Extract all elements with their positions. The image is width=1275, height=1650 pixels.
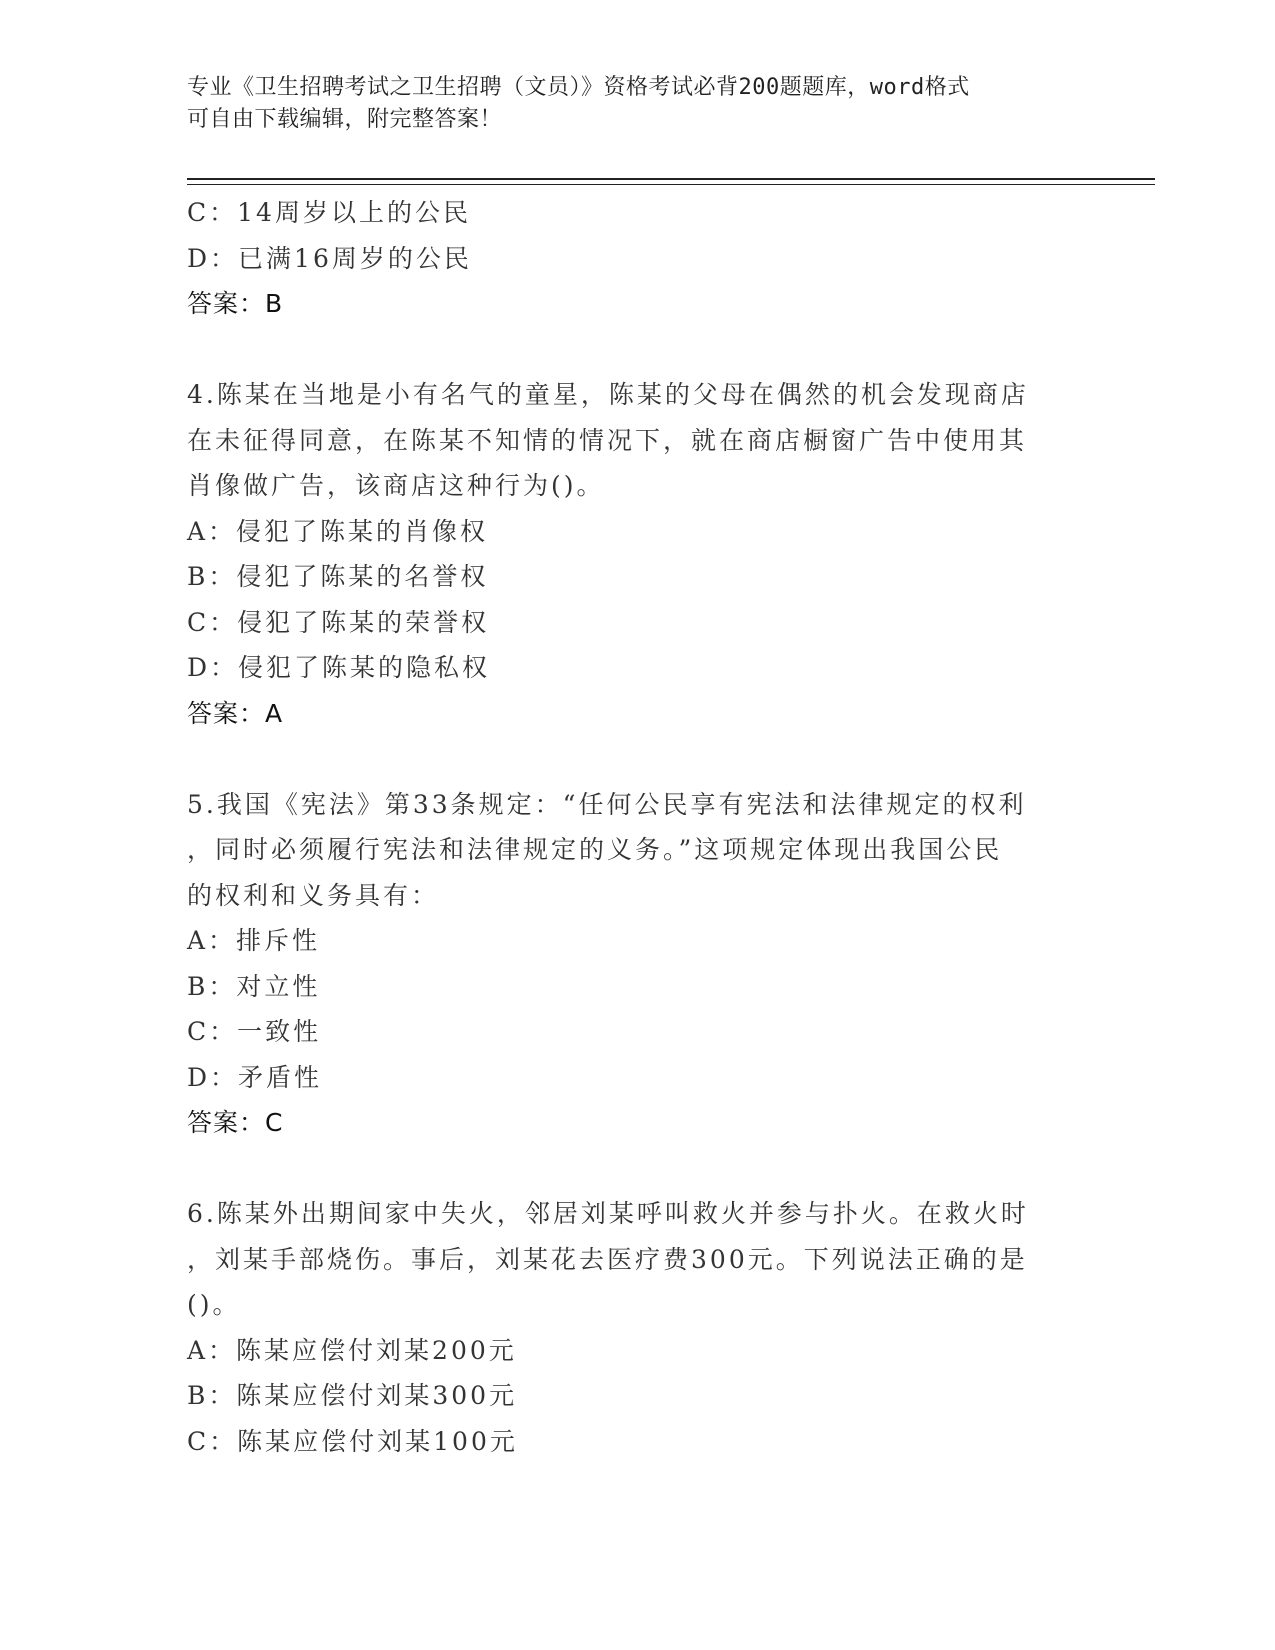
question-stem-line: ，同时必须履行宪法和法律规定的义务。”这项规定体现出我国公民 [187, 835, 1003, 864]
document-header [187, 72, 1067, 136]
option-line: B：侵犯了陈某的名誉权 [187, 562, 489, 591]
spacer [187, 327, 1087, 373]
header-line-2: 可自由下载编辑，附完整答案！ [187, 107, 503, 132]
header-rule-thick [187, 178, 1155, 180]
option-line: A：陈某应偿付刘某200元 [187, 1335, 517, 1365]
option-line: D：矛盾性 [187, 1062, 323, 1092]
option-line: A：排斥性 [187, 926, 321, 955]
spacer [187, 1146, 1087, 1192]
option-line: C：14周岁以上的公民 [187, 198, 471, 227]
option-line: C：侵犯了陈某的荣誉权 [187, 607, 490, 637]
option-line: C：一致性 [187, 1017, 322, 1046]
option-line: C：陈某应偿付刘某100元 [187, 1426, 518, 1456]
question-stem-line: 6.陈某外出期间家中失火，邻居刘某呼叫救火并参与扑火。在救火时 [187, 1199, 1029, 1228]
answer-line: 答案：C [187, 1108, 284, 1137]
header-rule-thin [187, 184, 1155, 185]
option-line: B：陈某应偿付刘某300元 [187, 1381, 518, 1410]
question-stem-line: 5.我国《宪法》第33条规定：“任何公民享有宪法和法律规定的权利 [187, 789, 1027, 819]
question-stem-line: 在未征得同意，在陈某不知情的情况下，就在商店橱窗广告中使用其 [187, 425, 1028, 455]
option-line: D：已满16周岁的公民 [187, 243, 472, 273]
question-stem-line: ，刘某手部烧伤。事后，刘某花去医疗费300元。下列说法正确的是 [187, 1244, 1028, 1274]
question-stem-line: 的权利和义务具有： [187, 880, 440, 910]
spacer [187, 736, 1087, 782]
question-stem-line: 4.陈某在当地是小有名气的童星，陈某的父母在偶然的机会发现商店 [187, 380, 1029, 409]
answer-line: 答案：B [187, 289, 284, 318]
question-stem-line: 肖像做广告，该商店这种行为()。 [187, 471, 605, 500]
header-line-1: 专业《卫生招聘考试之卫生招聘（文员）》资格考试必背200题题库，word格式 [187, 75, 970, 100]
question-stem-line: ()。 [187, 1290, 241, 1319]
option-line: B：对立性 [187, 971, 321, 1001]
answer-line: 答案：A [187, 698, 284, 728]
question-list [187, 190, 1087, 1464]
option-line: D：侵犯了陈某的隐私权 [187, 653, 491, 682]
option-line: A：侵犯了陈某的肖像权 [187, 516, 489, 546]
